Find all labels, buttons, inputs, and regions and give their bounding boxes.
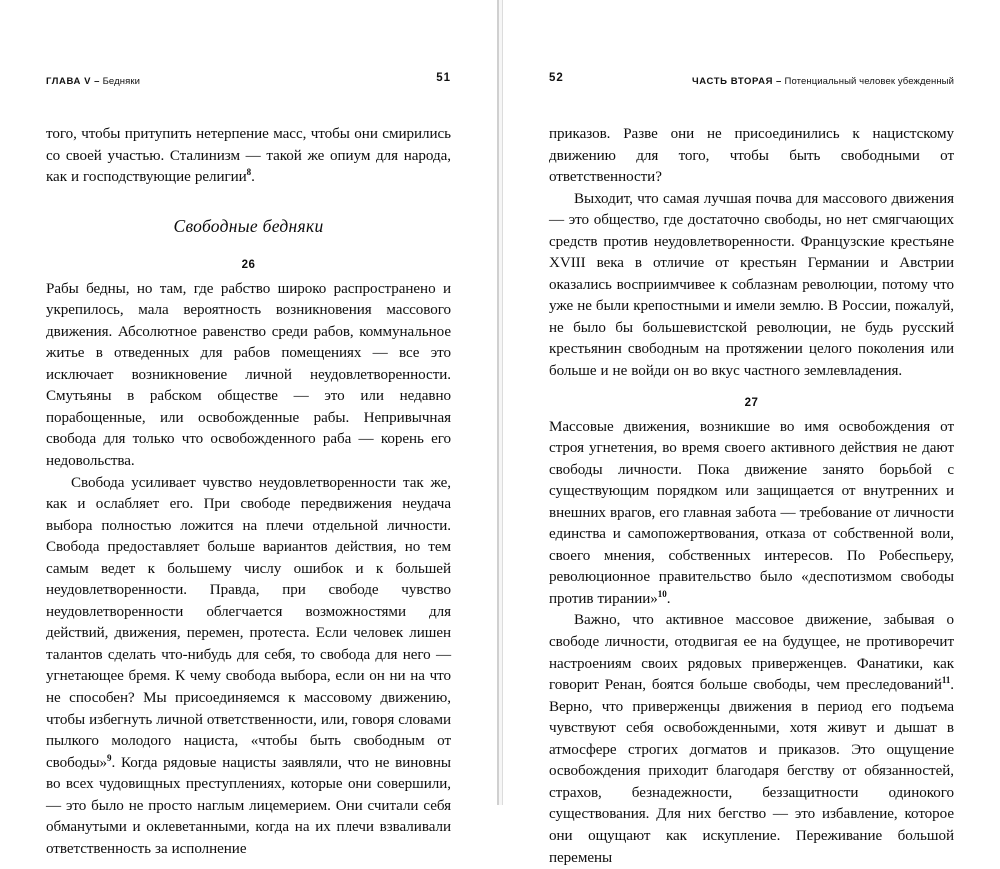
paragraph-carryover bbox=[46, 124, 451, 189]
paragraph-tail: . bbox=[251, 169, 255, 186]
paragraph-carryover-right: приказов. Разве они не присоединились к нацистскому движению для того, чтобы быть свободными от ответственности? bbox=[549, 126, 954, 186]
footnote-marker: 8 bbox=[246, 167, 252, 178]
running-head-subject: Потенциальный человек убежденный bbox=[784, 76, 954, 87]
running-head-separator: – bbox=[94, 76, 100, 87]
paragraph-27-b bbox=[549, 610, 954, 869]
paragraph-tail: . Когда рядовые нацисты заявляли, что не виновны во всех чудовищных преступлениях, которые они совершили, — это было не просто наглым лицемерием. Они считали себя обманутыми и оклеветанными, когда на их плечи взваливали ответственность за исполнение bbox=[46, 754, 451, 857]
paragraph-text: Массовые движения, возникшие во имя освобождения от строя угнетения, во время своего активного действия не дают свободы личности. Пока движение занято борьбой с существующим порядком или защищается от внутренних и внешних врагов, его главная забота — требование от личности единства и самопожертвования, отказа от собственной воли, своего мнения, собственных интересов. По Робеспьеру, революционное правительство было «деспотизмом свободы против тирании» bbox=[549, 418, 954, 607]
section-title: Свободные бедняки bbox=[173, 215, 324, 236]
paragraph-26-b bbox=[46, 473, 451, 861]
left-page bbox=[0, 0, 497, 857]
right-page-text-column bbox=[549, 124, 954, 869]
left-page-text-column bbox=[46, 124, 451, 860]
footnote-marker: 11 bbox=[941, 675, 951, 686]
running-head-subject: Бедняки bbox=[102, 76, 140, 87]
running-head-chapter: ЧАСТЬ ВТОРАЯ bbox=[692, 76, 774, 87]
section-number-27: 27 bbox=[744, 396, 759, 409]
left-page-number: 51 bbox=[436, 72, 451, 84]
paragraph-text: Свобода усиливает чувство неудовлетворенности так же, как и ослабляет его. При свободе передвижения неудача выбора полностью ложится на плечи отдельной личности. Свобода предоставляет больше вариантов действия, но тем самым ведет к большему числу ошибок и к большей неудовлетворенности. Правда, при свободе чувство неудовлетворенности облегчается возможностями для действий, движения, перемен, протеста. Если человек лишен талантов сделать что-нибудь для себя, то свобода для него — угнетающее бремя. К чему свобода выбора, если он ни на что не способен? Мы присоединяемся к массовому движению, чтобы избегнуть личной ответственности, или, говоря словами пылкого молодого нациста, «чтобы быть свободным от свободы» bbox=[46, 474, 451, 771]
paragraph-26-c: Выходит, что самая лучшая почва для массового движения — это общество, где достаточно свободы, но нет смягчающих средств против неудовлетворенности. Французские крестьяне XVIII века в отличие от крестьян Германии и Австрии оказались восприимчивее к соблазнам революции, потому что уже не были крепостными и имели землю. В России, пожалуй, не было бы большевистской революции, не будь русский крестьянин свободным на протяжении целого поколения или больше и не войди он во вкус частного землевладения. bbox=[549, 190, 954, 380]
paragraph-27-a bbox=[549, 417, 954, 611]
paragraph-26-a: Рабы бедны, но там, где рабство широко распространено и укрепилось, мала вероятность возникновения массового движения. Абсолютное равенство среди рабов, коммунальное житье в отведенных для рабов помещениях — все это исключает возникновение личной неудовлетворенности. Смутьяны в рабском обществе — это или недавно порабощенные, или освобожденные рабы. Непривычная свобода для только что освобожденного раба — корень его недовольства. bbox=[46, 280, 451, 470]
running-head-chapter: ГЛАВА V bbox=[46, 76, 92, 87]
paragraph-text: Важно, что активное массовое движение, забывая о свободе личности, отодвигая ее на будущее, не противоречит настроениям своих рядовых приверженцев. Фанатики, как говорит Ренан, боятся больше свободы, чем преследований bbox=[549, 612, 954, 694]
right-page-running-head bbox=[692, 74, 954, 90]
right-page bbox=[503, 0, 1000, 866]
running-head-separator: – bbox=[776, 76, 782, 87]
paragraph-tail: . bbox=[666, 590, 671, 607]
footnote-marker: 9 bbox=[107, 752, 112, 763]
page-gutter-line-left bbox=[497, 0, 499, 805]
section-number-26: 26 bbox=[241, 258, 256, 271]
left-page-running-head bbox=[46, 74, 140, 90]
footnote-marker: 10 bbox=[657, 588, 667, 599]
paragraph-tail: . Верно, что приверженцы движения в период его подъема чувствуют себя освобожденными, хотя живут и дышат в атмосфере строгих догматов и приказов. Это ощущение освобождения приходит благодаря бегству от обязанностей, страхов, безнадежности, беззащитности одинокого существования. Для них бегство — это избавление, которое они ощущают как искупление. Переживание большой перемены bbox=[549, 677, 954, 866]
paragraph-text: того, чтобы притупить нетерпение масс, чтобы они смирились со своей участью. Сталинизм — такой же опиум для народа, как и господствующие религии bbox=[46, 126, 451, 186]
right-page-number: 52 bbox=[549, 72, 564, 84]
